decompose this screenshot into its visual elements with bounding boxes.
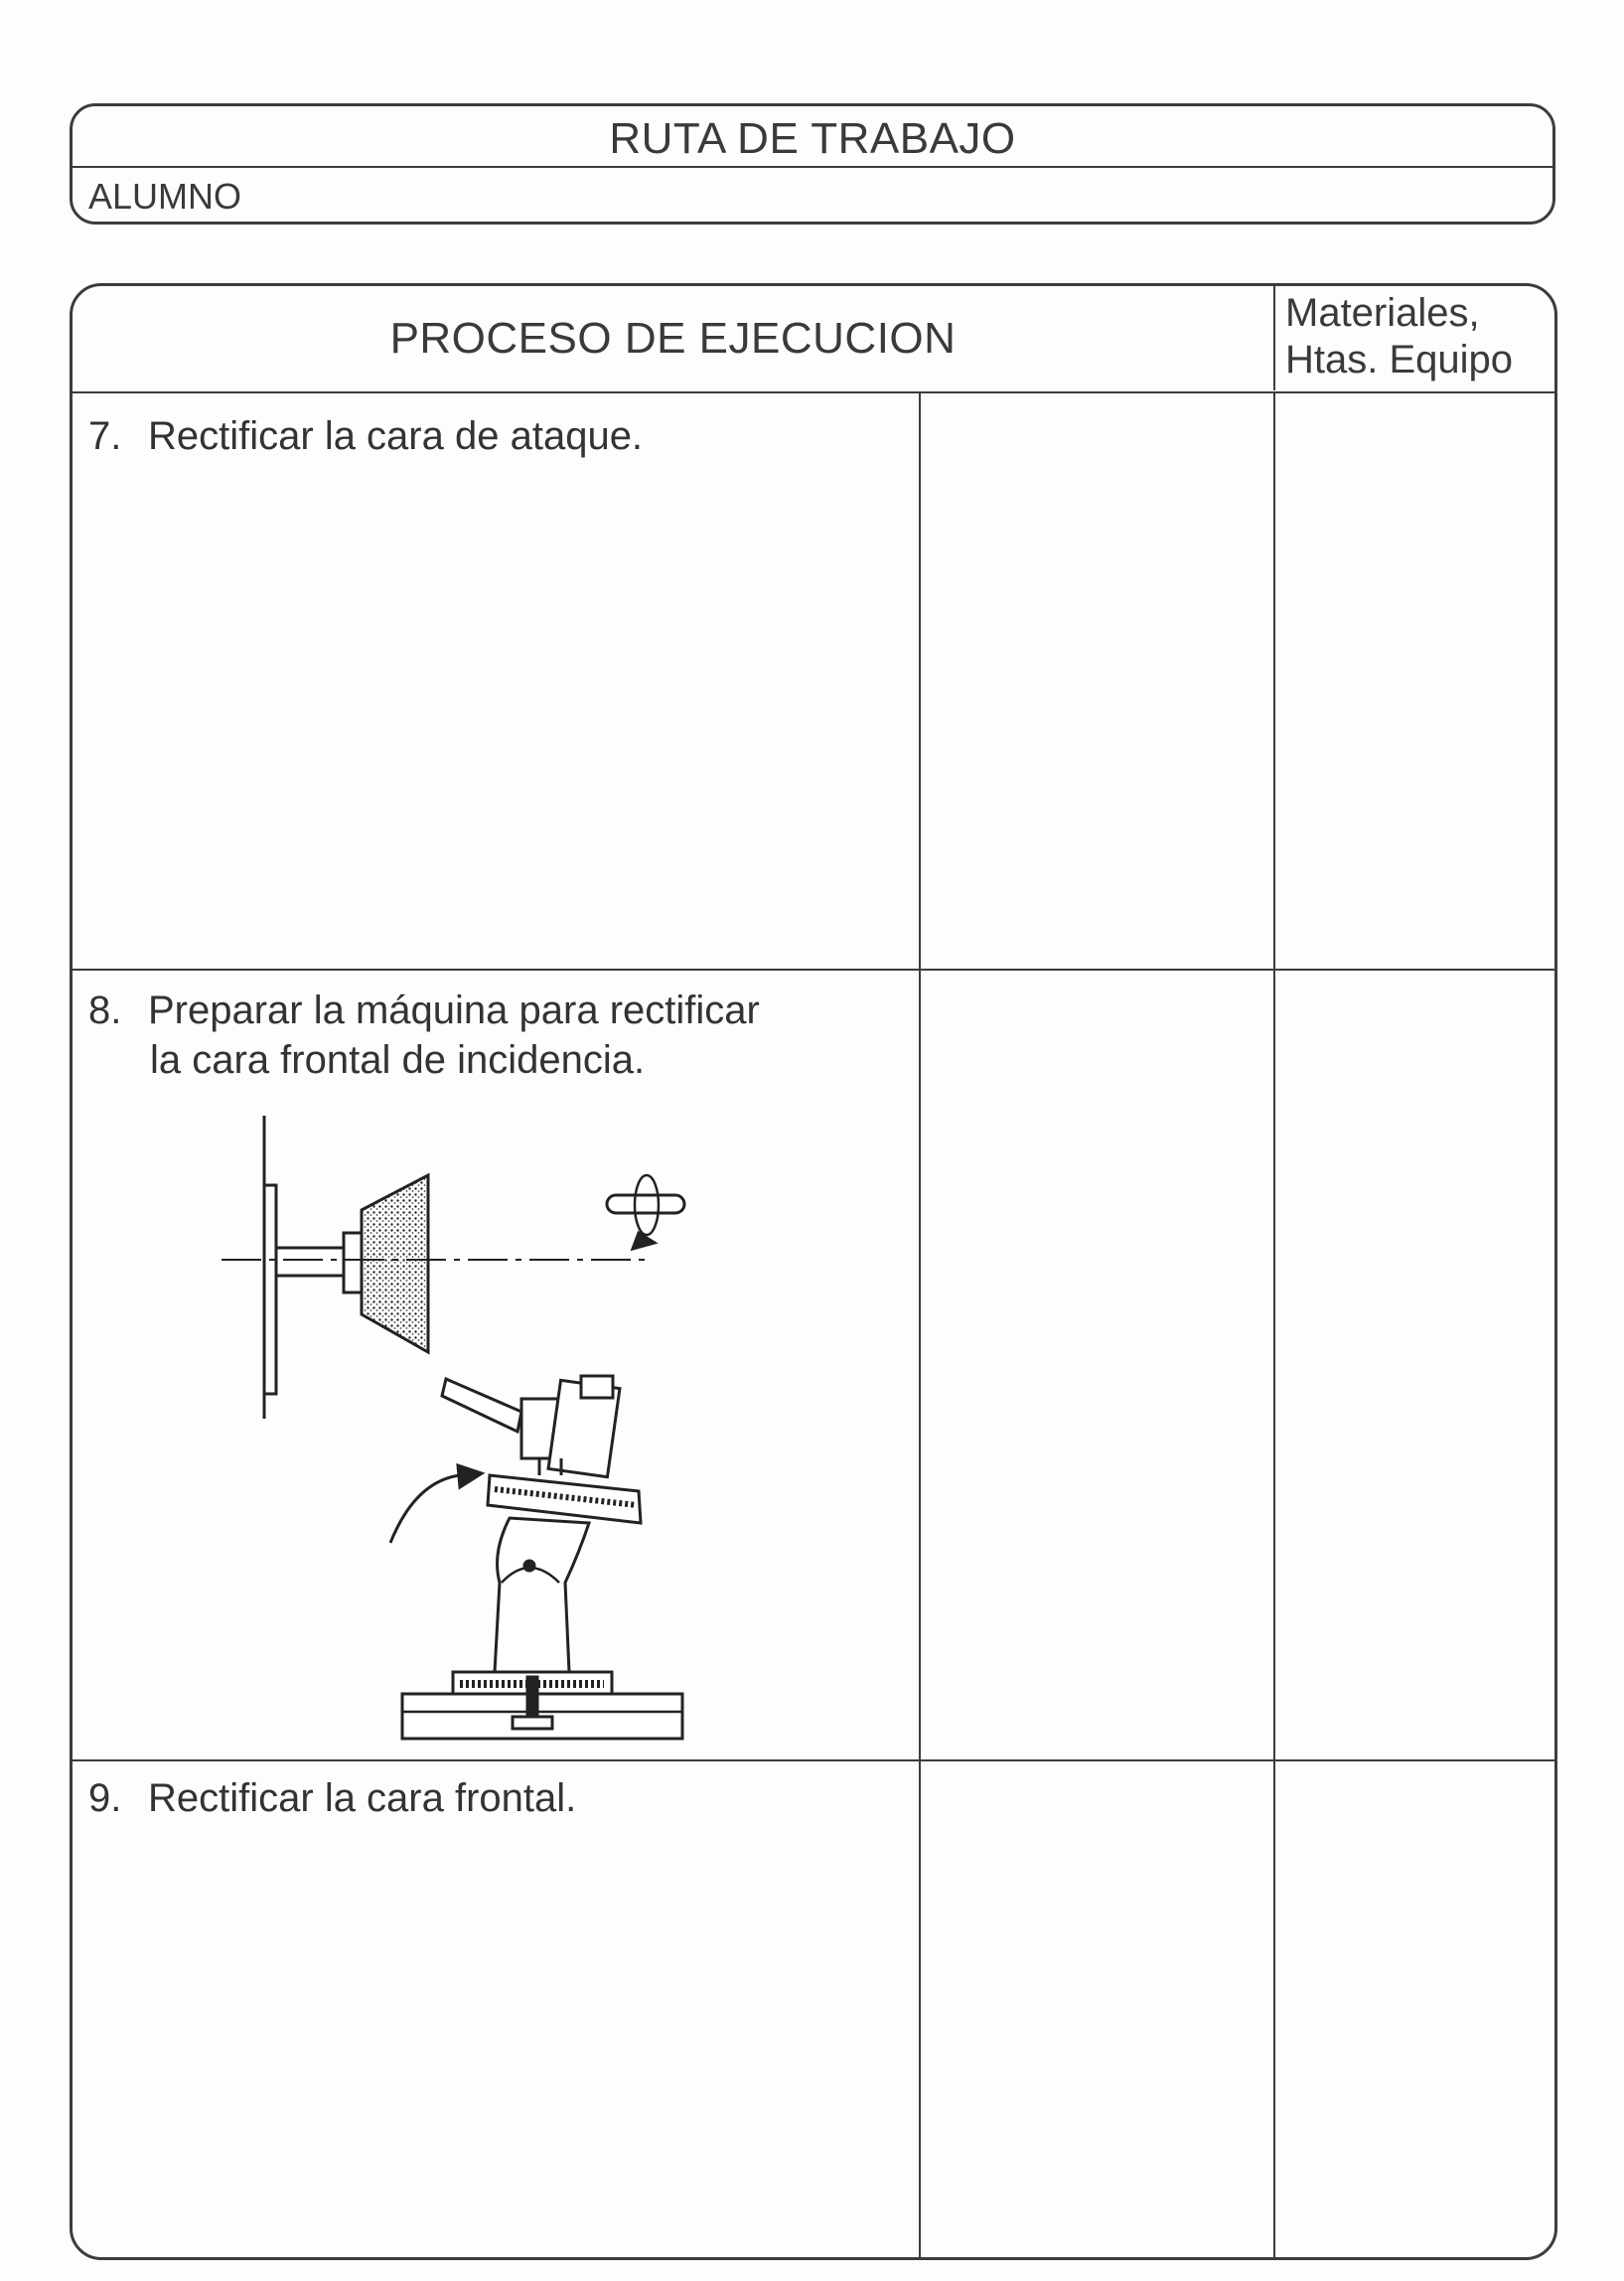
student-label: ALUMNO	[88, 176, 242, 217]
step-7-text: Rectificar la cara de ataque.	[148, 414, 644, 458]
row-divider-2	[73, 1759, 1557, 1761]
step-9	[88, 1773, 903, 1823]
row-divider-1	[73, 969, 1557, 971]
spindle-shaft-icon	[276, 1248, 344, 1276]
header-box	[70, 103, 1555, 225]
swivel-arrowhead-icon	[458, 1465, 482, 1487]
spindle-collar-icon	[344, 1233, 362, 1293]
step-7	[88, 411, 903, 461]
column-divider-right	[1273, 391, 1275, 2260]
step-8	[88, 986, 913, 1085]
step-9-number: 9.	[88, 1776, 122, 1820]
t-bolt-icon	[527, 1677, 537, 1722]
materials-header-line2: Htas. Equipo	[1285, 338, 1514, 381]
table-header	[73, 286, 1554, 393]
materials-header-line1: Materiales,	[1285, 291, 1480, 335]
tool-bit-icon	[442, 1379, 521, 1432]
grinding-machine-illustration	[212, 1116, 847, 1742]
process-table	[70, 283, 1557, 2260]
flange-icon	[264, 1185, 276, 1394]
step-9-text: Rectificar la cara frontal.	[148, 1776, 577, 1820]
process-header: PROCESO DE EJECUCION	[389, 314, 957, 363]
step-7-number: 7.	[88, 414, 122, 458]
step-8-number: 8.	[88, 988, 122, 1032]
materials-header	[1273, 286, 1557, 390]
swivel-plate-icon	[488, 1475, 641, 1523]
clamp-screw-icon	[581, 1376, 613, 1398]
rotation-axis-icon	[607, 1195, 684, 1213]
step-8-text-line2: la cara frontal de incidencia.	[150, 1038, 646, 1082]
swivel-arrow-icon	[390, 1475, 460, 1543]
pedestal-icon	[495, 1518, 589, 1672]
grinding-wheel-icon	[362, 1175, 428, 1352]
rotation-arrowhead-icon	[633, 1233, 655, 1249]
step-8-text-line1: Preparar la máquina para rectificar	[148, 988, 760, 1032]
page-title: RUTA DE TRABAJO	[73, 106, 1552, 168]
column-divider-middle	[919, 391, 921, 2260]
